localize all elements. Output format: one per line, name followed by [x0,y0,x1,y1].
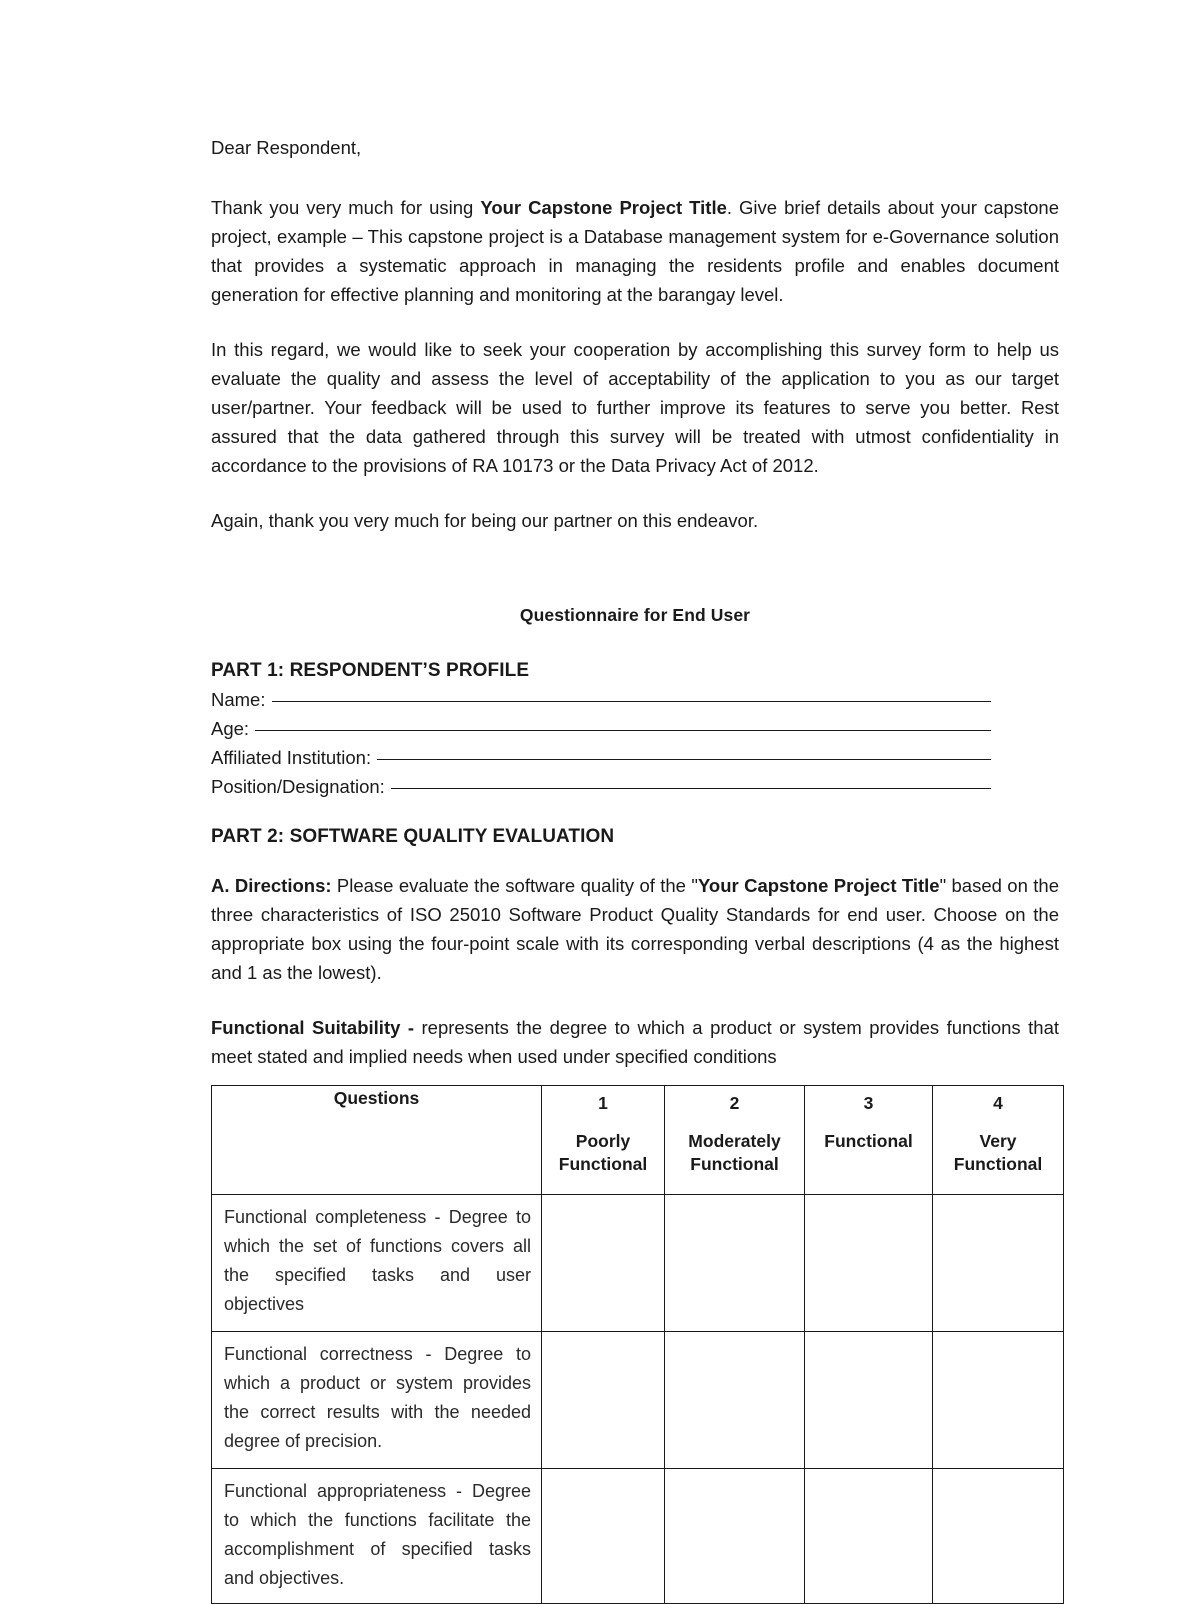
table-row [212,1195,1064,1332]
directions-text-after: " based on the three characteristics of ISO 25010 Software Product Quality Standards for end user. Choose on the appropriate box using the four-point scale with its corresponding verbal descriptions (4 as the highest and 1 as the lowest). [211,875,1059,983]
spacer-before-directions [211,851,1059,871]
scale-1-number: 1 [598,1093,608,1113]
characteristic-name: Functional Suitability - [211,1017,422,1038]
part1-heading: PART 1: RESPONDENT’S PROFILE [211,660,530,681]
age-label: Age: [211,718,250,739]
header-questions [212,1086,542,1195]
characteristic-text: represents the degree to which a product or system provides functions that meet stated and implied needs when used under specified conditions [211,1017,1060,1067]
intro-text-after: . Give brief details about your capstone project, example – This capstone project is a Database management system for e-Governance solution that provides a systematic approach in managing the residents profile and enables document generation for effective planning and monitoring at the barangay level. [211,197,1060,305]
scale-2-number: 2 [729,1093,740,1113]
table-body [212,1195,1064,1604]
table-header-row [212,1086,1064,1195]
position-input-rule[interactable] [391,788,991,789]
page-title: Questionnaire for End User [519,605,751,625]
age-input-rule[interactable] [255,730,991,731]
rating-cell-1[interactable] [542,1332,665,1469]
scale-3-label: Functional [824,1131,913,1151]
institution-label: Affiliated Institution: [211,747,372,768]
intro-text-before: Thank you very much for using [211,197,481,218]
rating-cell-4[interactable] [933,1469,1064,1604]
scale-4-number: 4 [993,1093,1003,1113]
header-questions-label: Questions [333,1088,420,1108]
functional-suitability-table [211,1085,1064,1604]
cooperation-paragraph: In this regard, we would like to seek your cooperation by accomplishing this survey form to help us evaluate the quality and assess the level of acceptability of the application to you as our target user/partner. Your feedback will be used to further improve its features to serve you better. Rest assured that the data gathered through this survey will be treated with utmost confidentiality in accordance to the provisions of RA 10173 or the Data Privacy Act of 2012. [211,339,1059,476]
rating-cell-2[interactable] [665,1469,805,1604]
profile-field-name[interactable] [211,685,1059,714]
header-scale-4 [933,1086,1064,1195]
directions-label: A. Directions: [211,875,332,896]
institution-input-rule[interactable] [377,759,991,760]
table-row [212,1332,1064,1469]
part2-heading: PART 2: SOFTWARE QUALITY EVALUATION [211,826,615,847]
rating-cell-4[interactable] [933,1332,1064,1469]
question-text: Functional completeness - Degree to which the set of functions covers all the specified tasks and user objectives [212,1195,542,1332]
spacer-before-part2 [211,801,1059,823]
salutation-text: Dear Respondent, [211,137,362,158]
name-label: Name: [211,689,266,710]
closing-paragraph: Again, thank you very much for being our partner on this endeavor. [211,510,759,531]
scale-3-number: 3 [863,1093,874,1113]
characteristic-description [211,1013,1059,1071]
profile-field-age[interactable] [211,714,1059,743]
question-text: Functional correctness - Degree to which a product or system provides the correct results with the needed degree of precision. [212,1332,542,1469]
rating-cell-1[interactable] [542,1195,665,1332]
rating-cell-3[interactable] [805,1195,933,1332]
profile-field-position[interactable] [211,772,1059,801]
intro-paragraph [211,193,1059,309]
project-title-bold: Your Capstone Project Title [480,197,727,218]
header-scale-1 [542,1086,665,1195]
rating-cell-2[interactable] [665,1195,805,1332]
rating-cell-3[interactable] [805,1469,933,1604]
profile-field-institution[interactable] [211,743,1059,772]
scale-2-label: Moderately Functional [688,1131,781,1174]
scale-4-label: Very Functional [953,1131,1043,1174]
directions-paragraph [211,871,1059,987]
directions-project-title-bold: Your Capstone Project Title [697,875,940,896]
header-scale-3 [805,1086,933,1195]
title-spacer [211,561,1059,605]
directions-text-before: Please evaluate the software quality of the " [331,875,698,896]
header-scale-2 [665,1086,805,1195]
spacer-after-title [211,626,1059,657]
salutation [211,133,1059,162]
rating-cell-2[interactable] [665,1332,805,1469]
rating-cell-4[interactable] [933,1195,1064,1332]
document-body [211,133,1059,1604]
table-header [212,1086,1064,1195]
question-text: Functional appropriateness - Degree to which the functions facilitate the accomplishment of specified tasks and objectives. [212,1469,542,1604]
scale-1-label: Poorly Functional [558,1131,648,1174]
rating-cell-3[interactable] [805,1332,933,1469]
table-row [212,1469,1064,1604]
position-label: Position/Designation: [211,776,385,797]
name-input-rule[interactable] [272,701,992,702]
respondent-profile-fields [211,685,1059,801]
rating-cell-1[interactable] [542,1469,665,1604]
